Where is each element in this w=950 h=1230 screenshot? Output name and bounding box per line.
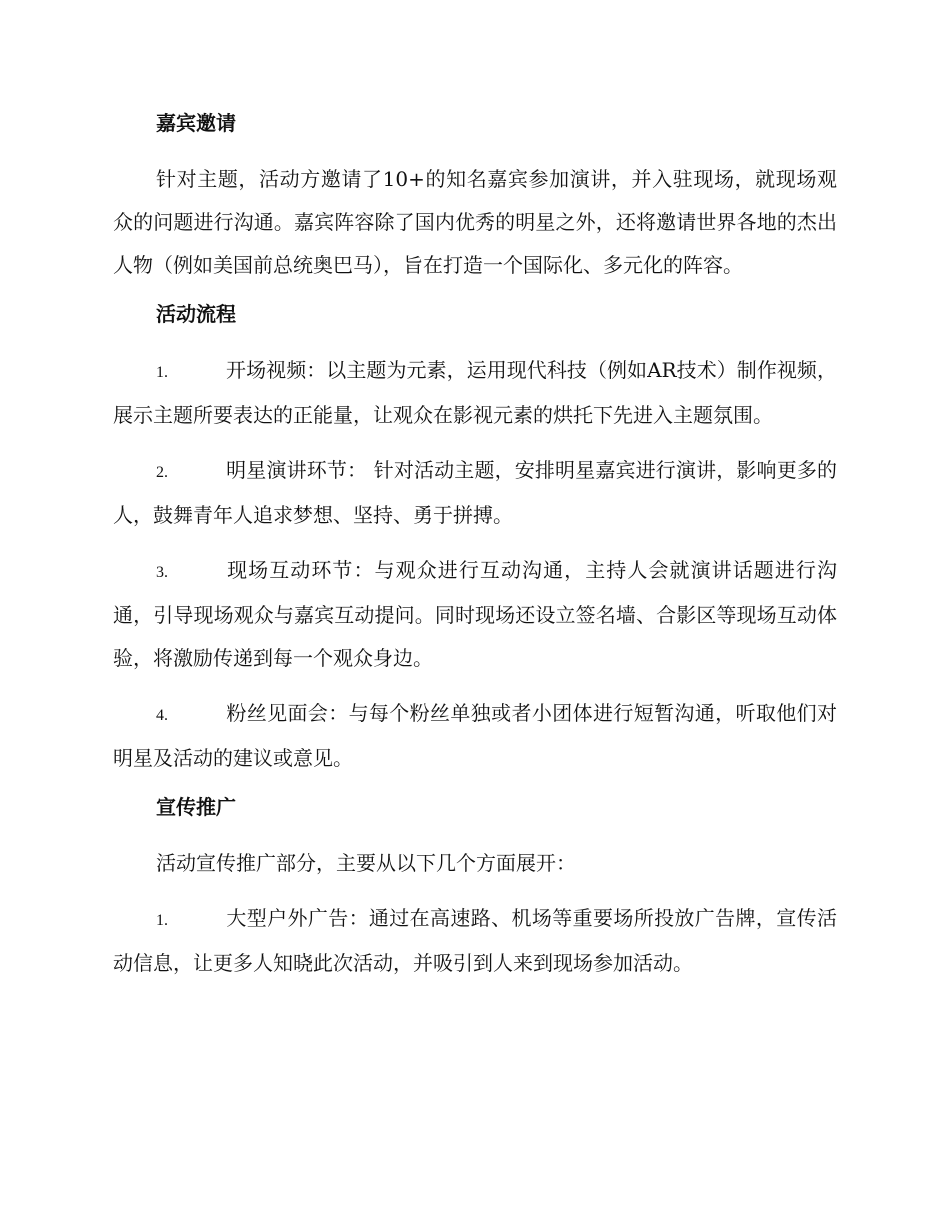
list-item: [113, 349, 837, 437]
list-item: [113, 692, 837, 780]
list-number: 4.: [156, 707, 168, 724]
section-heading-promotion: 宣传推广: [156, 795, 236, 819]
list-text: 粉丝见面会：与每个粉丝单独或者小团体进行短暂沟通，听取他们对明星及活动的建议或意见。: [113, 701, 837, 770]
list-text: 大型户外广告：通过在高速路、机场等重要场所投放广告牌，宣传活动信息，让更多人知晓此次活动，并吸引到人来到现场参加活动。: [113, 906, 837, 975]
list-text: 现场互动环节：与观众进行互动沟通，主持人会就演讲话题进行沟通，引导现场观众与嘉宾互动提问。同时现场还设立签名墙、合影区等现场互动体验，将激励传递到每一个观众身边。: [113, 558, 837, 670]
list-number: 3.: [156, 564, 168, 581]
guests-paragraph: 针对主题，活动方邀请了10+的知名嘉宾参加演讲，并入驻现场，就现场观众的问题进行沟通。嘉宾阵容除了国内优秀的明星之外，还将邀请世界各地的杰出人物（例如美国前总统奥巴马），旨在打造一个国际化、多元化的阵容。: [113, 167, 837, 277]
promotion-paragraph: 活动宣传推广部分，主要从以下几个方面展开：: [156, 851, 576, 875]
list-text: 开场视频：以主题为元素，运用现代科技（例如AR技术）制作视频，展示主题所要表达的正能量，让观众在影视元素的烘托下先进入主题氛围。: [113, 358, 837, 427]
list-text: 明星演讲环节： 针对活动主题，安排明星嘉宾进行演讲，影响更多的人，鼓舞青年人追求梦想、坚持、勇于拼搏。: [113, 458, 837, 527]
list-number: 2.: [156, 464, 168, 481]
section-heading-process: 活动流程: [156, 302, 236, 326]
list-number: 1.: [156, 364, 168, 381]
list-item: [113, 897, 837, 985]
list-number: 1.: [156, 912, 168, 929]
document-body: [113, 108, 837, 997]
list-item: [113, 549, 837, 680]
list-item: [113, 449, 837, 537]
section-heading-guests: 嘉宾邀请: [156, 111, 236, 135]
